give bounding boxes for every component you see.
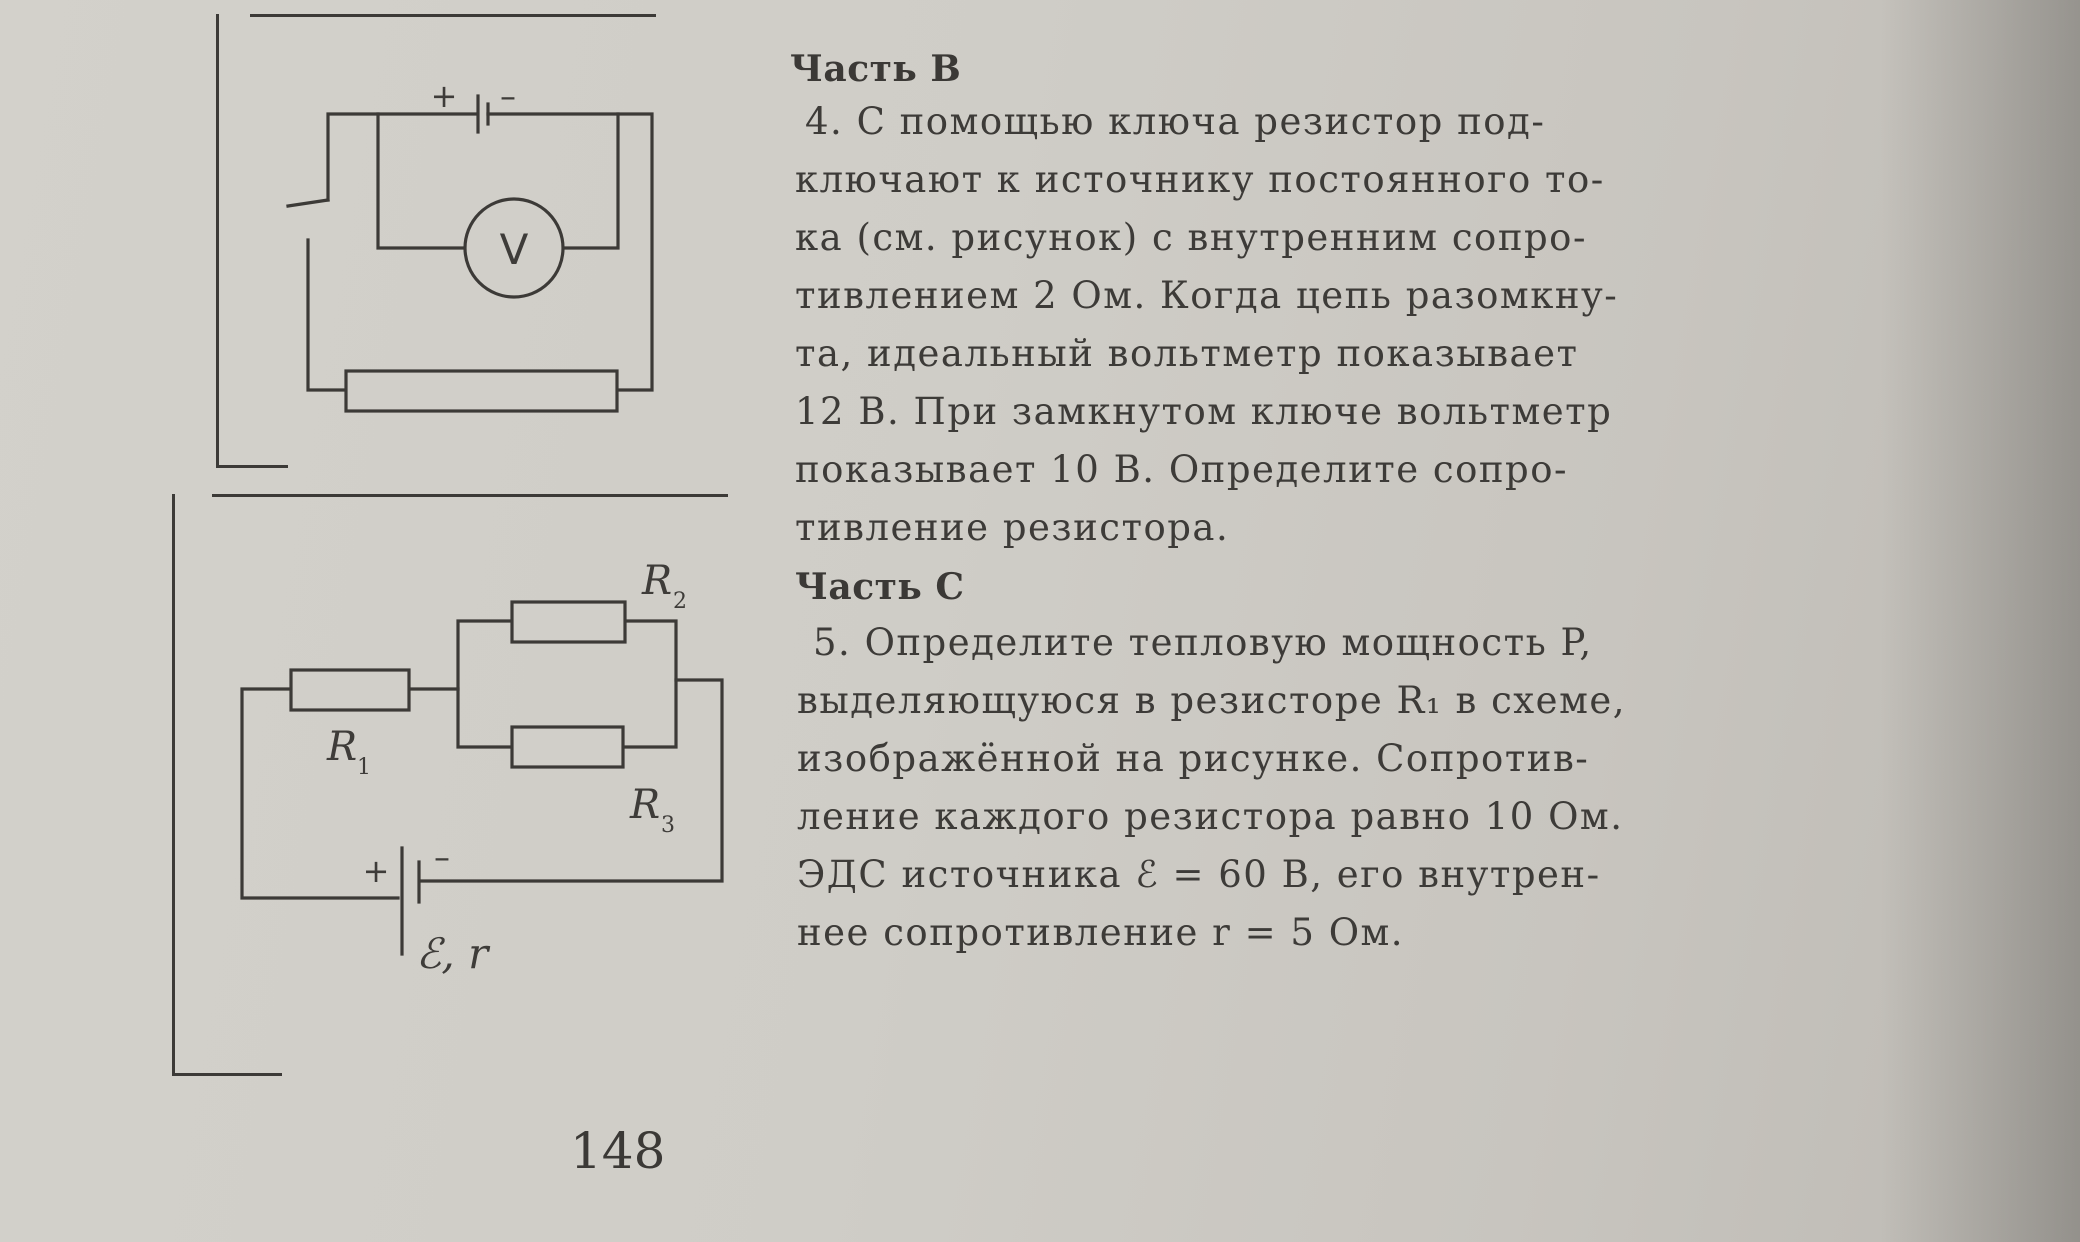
label-r1: R <box>327 724 358 770</box>
part-b-heading: Часть В <box>790 48 962 90</box>
label-r3: R <box>630 782 661 828</box>
problem-4-line: 4. С помощью ключа резистор под- <box>805 100 1546 143</box>
wire-r2-right <box>623 621 676 747</box>
resistor-r1 <box>291 670 409 710</box>
wire-left-parallel <box>458 621 512 747</box>
problem-5-line: нее сопротивление r = 5 Ом. <box>797 911 1405 954</box>
problem-5-text <box>797 614 1626 962</box>
problem-4-line: ключают к источнику постоянного то- <box>795 158 1605 201</box>
problem-5-line: ЭДС источника ℰ = 60 В, его внутрен- <box>797 853 1601 896</box>
page-number: 148 <box>570 1122 666 1180</box>
label-r1-subscript: 1 <box>357 755 371 780</box>
problem-5-line: ление каждого резистора равно 10 Ом. <box>797 795 1624 838</box>
battery-plus-sign: + <box>362 852 390 890</box>
problem-5-line: 5. Определите тепловую мощность P, <box>813 621 1593 664</box>
problem-5-line: выделяющуюся в резисторе R₁ в схеме, <box>797 679 1627 722</box>
resistor-r3 <box>512 727 623 767</box>
label-r3-subscript: 3 <box>661 813 675 838</box>
label-source-emf: ℰ, r <box>416 929 489 978</box>
page-edge-shadow <box>1880 0 2080 1242</box>
voltmeter-symbol: V <box>499 225 529 274</box>
problem-4-text <box>795 93 1618 557</box>
circuit-diagram-resistors <box>0 0 760 1080</box>
resistor-r2 <box>512 602 625 642</box>
problem-5-line: изображённой на рисунке. Сопротив- <box>797 737 1590 780</box>
label-r2-subscript: 2 <box>673 589 687 614</box>
problem-4-line: тивление резистора. <box>795 506 1230 549</box>
battery-minus-sign: – <box>434 838 450 876</box>
part-c-heading: Часть С <box>795 566 965 608</box>
problem-4-line: тивлением 2 Ом. Когда цепь разомкну- <box>795 274 1619 317</box>
battery-plus-sign: + <box>430 77 458 115</box>
label-r2: R <box>642 558 673 604</box>
battery-minus-sign: – <box>500 77 516 115</box>
problem-4-line: показывает 10 В. Определите сопро- <box>795 448 1568 491</box>
problem-4-line: та, идеальный вольтметр показывает <box>795 332 1579 375</box>
problem-4-line: 12 В. При замкнутом ключе вольтметр <box>795 390 1613 433</box>
problem-4-line: ка (см. рисунок) с внутренним сопро- <box>795 216 1587 259</box>
